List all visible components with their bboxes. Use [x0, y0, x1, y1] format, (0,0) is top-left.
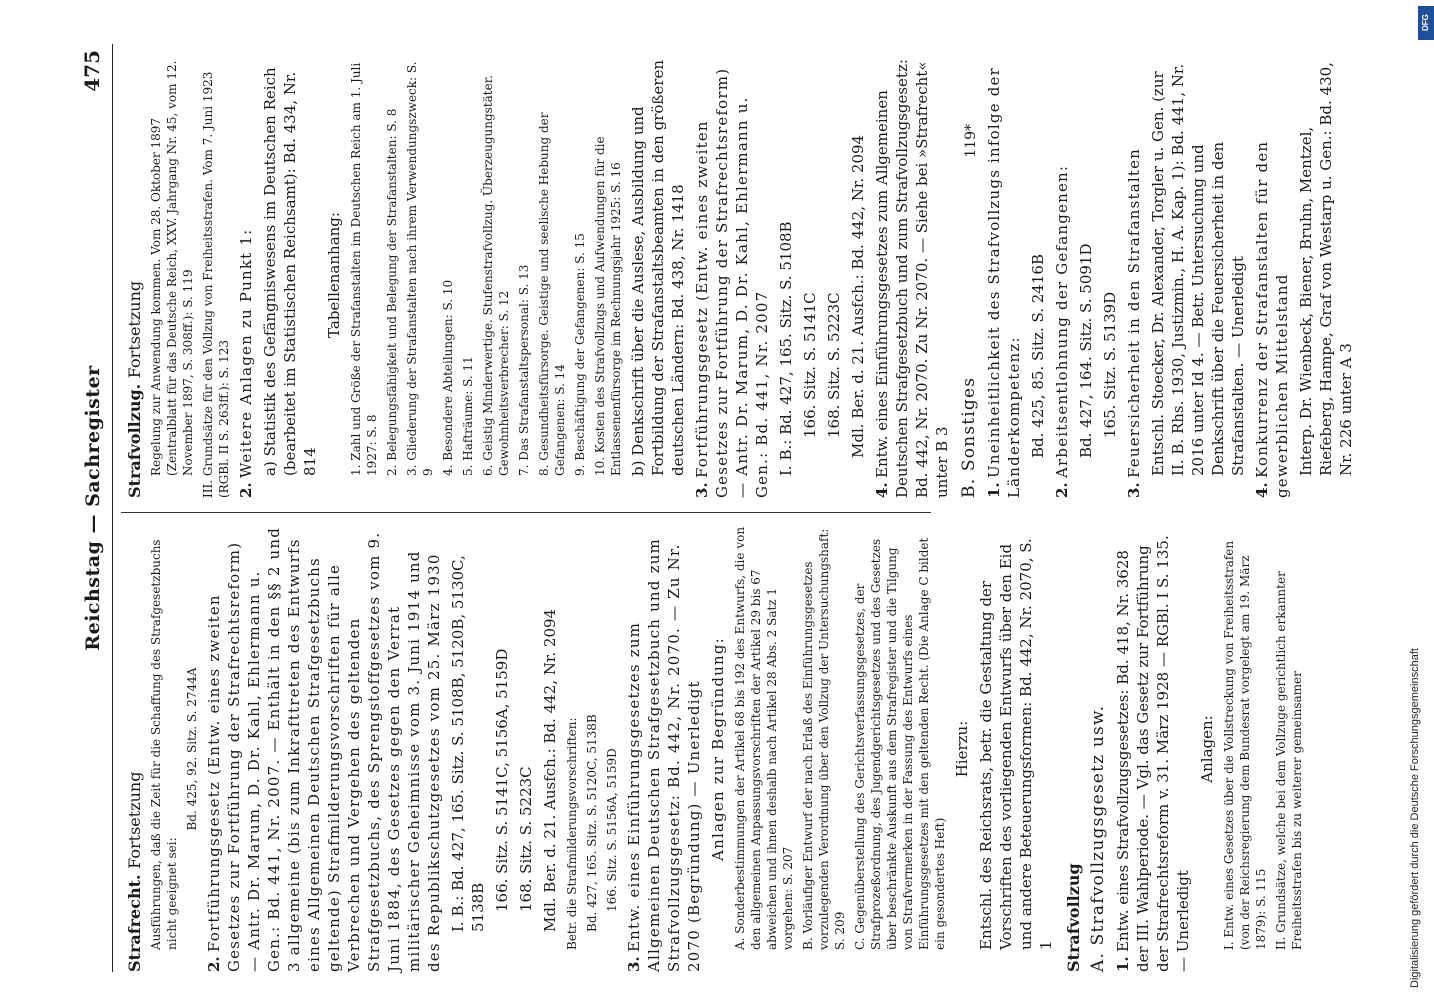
two-column-body — [113, 44, 1355, 972]
entry-3-fortfuehrung: 3.Fortführungsgesetz (Entw. eines zweiten Gesetzes zur Fortführung der Strafrechtsreform) — Antr. Dr. Marum, D. Dr. Kahl, Ehlermann u. Gen.: Bd. 441, Nr. 2007 — [693, 67, 771, 498]
continued-text: Regelung zur Anwendung kommen. Vom 28. Oktober 1897 (Zentralblatt für das Deutsche Reich, XXV. Jahrgang Nr. 45, vom 12. November 1897, S. 308ff.): S. 119 — [149, 60, 195, 476]
dfg-logo: DFG — [1418, 6, 1434, 40]
entry-b4-text-body: Interp. Dr. Wienbeck, Biener, Bruhn, Mentzel, Riefeberg, Hampe, Graf von Westarp u. Gen.: Bd. 430, Nr. 226 unter A 3 — [1297, 62, 1355, 476]
entry-3-ref-4: Mdl. Ber. d. 21. Ausfch.: Bd. 442, Nr. 2094 — [849, 134, 867, 458]
tab-item-6: 6. Geistig Minderwertige. Stufenstrafvollzug. Überzeugungstäter. Gewohnheitsverbrecher: S. 12 — [481, 75, 511, 476]
entry-2-ref-4: Mdl. Ber. d. 21. Ausfch.: Bd. 442, Nr. 2094 — [541, 608, 559, 932]
printer-signature: 119* — [963, 124, 979, 158]
anlage-b: B. Vorläufiger Entwurf der nach Erlaß des Einführungsgesetzes vorzulegenden Verordnung über den Vollzug der Untersuchungshaft: S. 209 — [801, 528, 847, 950]
entry-2-ref-2: 166. Sitz. S. 5141C, 5156A, 5159D — [493, 648, 511, 912]
entry-3: 3.Entw. eines Einführungsgesetzes zum Allgemeinen Deutschen Strafgesetzbuch und zum Strafvollzugsgesetz: Bd. 442, Nr. 2070. — Zu Nr. 2070 (Begründung) — Unerledigt — [625, 538, 703, 972]
tab-item-2: 2. Belegungsfähigkeit und Belegung der Strafanstalten: S. 8 — [385, 108, 399, 476]
anlagen-title: Anlagen zur Begründung: — [709, 637, 727, 861]
left-column — [125, 526, 1309, 972]
page-number: 475 — [80, 50, 104, 92]
entry-2-ref-3: 168. Sitz. S. 5223C — [517, 766, 535, 912]
hierzu-text: Entschl. des Reichsrats, betr. die Gestaltung der Vorschriften des vorliegenden Entwurfs über den Eid und andere Beteuerungsformen: Bd. 442, Nr. 2070, S. 1 — [977, 538, 1055, 950]
entry-2-weitere: 2.Weitere Anlagen zu Punkt 1: — [237, 228, 255, 498]
entry-3-text: Entw. eines Einführungsgesetzes zum Allgemeinen Deutschen Strafgesetzbuch und zum Strafvollzugsgesetz: Bd. 442, Nr. 2070. — Zu Nr. 2070 (Begründung) — Unerledigt — [625, 538, 703, 972]
entry-a1-text: Entw. eines Strafvollzugsgesetzes: Bd. 418, Nr. 3628 der III. Wahlperiode. — Vgl. das Gesetz zur Fortführung der Strafrechtsreform v. 31. März 1928 — RGBl. I S. 135. — Unerledigt — [1114, 535, 1192, 972]
subsection-b-heading: B. Sonstiges — [959, 376, 979, 498]
tab-item-1: 1. Zahl und Größe der Strafanstalten im Deutschen Reich am 1. Juli 1927: S. 8 — [349, 62, 379, 476]
entry-b2-text: Arbeitsentlohnung der Gefangenen: — [1053, 164, 1071, 478]
tab-item-5: 5. Hafträume: S. 11 — [461, 356, 475, 476]
entry-3-fortfuehrung-text: Fortführungsgesetz (Entw. eines zweiten Gesetzes zur Fortführung der Strafrechtsreform) — Antr. Dr. Marum, D. Dr. Kahl, Ehlermann u. Gen.: Bd. 441, Nr. 2007 — [693, 67, 771, 498]
entry-a1: 1.Entw. eines Strafvollzugsgesetzes: Bd. 418, Nr. 3628 der III. Wahlperiode. — Vgl. das Gesetz zur Fortführung der Strafrechtsreform v. 31. März 1928 — RGBl. I S. 135. — Unerledigt — [1114, 535, 1192, 972]
entry-b3-text-body: Entschl. Stoecker, Dr. Alexander, Torgler u. Gen. (zur II. B. Rhs. 1930, Justizmin., H. A. Kap. 1): Bd. 441, Nr. 2016 unter Id 4. — Betr. Untersuchung und Denkschrift über die Feuersicherheit in den Strafanstalten. — Unerledigt — [1149, 63, 1247, 476]
entry-2: 2.Fortführungsgesetz (Entw. eines zweiten Gesetzes zur Fortführung der Strafrechtsreform) — Antr. Dr. Marum, D. Dr. Kahl, Ehlermann u. Gen.: Bd. 441, Nr. 2007. — Enthält in den §§ 2 und 3 allgemeine (bis zum Inkrafttreten des Entwurfs eines Allgemeinen Deutschen Strafgesetzbuchs geltende) Strafmilderungsvorschriften für alle Verbrechen und Vergehen des geltenden Strafgesetzbuchs, des Sprengstoffgesetzes vom 9. Juni 1884, des Gesetzes gegen den Verrat militärischer Geheimnisse vom 3. Juni 1914 und des Republikschutzgesetzes vom 25. März 1930 — [205, 526, 443, 972]
entry-4-text: Entw. eines Einführungsgesetzes zum Allgemeinen Deutschen Strafgesetzbuch und zum Strafvollzugsgesetz: Bd. 442, Nr. 2070. Zu Nr. 2070. — Siehe bei »Strafrecht« unter B 3 — [873, 59, 951, 498]
entry-b1: 1.Uneinheitlichkeit des Strafvollzugs infolge der Länderkompetenz: — [985, 67, 1023, 498]
entry-2-betr-ref-2: 166. Sitz. S. 5156A, 5159D — [605, 748, 619, 912]
intro-ref: Bd. 425, 92. Sitz. S. 2744A — [185, 667, 199, 831]
heading-continuation: Fortsetzung — [125, 280, 144, 379]
entry-2b: b) Denkschrift über die Auslese, Ausbildung und Fortbildung der Strafanstaltsbeamten in den größeren deutschen Ländern: Bd. 438, Nr. 1418 — [629, 59, 687, 476]
heading-text: Strafvollzug. — [125, 383, 144, 498]
tab-item-10: 10. Kosten des Strafvollzugs und Aufwendungen für die Entlassenenfürsorge im Rechnungsjahr 1925: S. 16 — [593, 136, 623, 476]
entry-b2-ref-2: 165. Sitz. S. 5139D — [1101, 291, 1119, 438]
entry-4: 4.Entw. eines Einführungsgesetzes zum Allgemeinen Deutschen Strafgesetzbuch und zum Strafvollzugsgesetz: Bd. 442, Nr. 2070. Zu Nr. 2070. — Siehe bei »Strafrecht« unter B 3 — [873, 59, 951, 498]
hierzu-label: Hierzu: — [953, 720, 971, 778]
rotated-register-page — [70, 30, 1390, 990]
entry-b1-ref: Bd. 425, 85. Sitz. S. 2416B — [1029, 254, 1047, 458]
running-head — [70, 44, 113, 972]
heading-text: Strafrecht. — [125, 874, 144, 972]
tab-item-8: 8. Gesundheitsfürsorge. Geistige und seelische Hebung der Gefangenen: S. 14 — [537, 112, 567, 476]
a1-anlage-ii: II. Grundsätze, welche bei dem Vollzuge gerichtlich erkannter Freiheitsstrafen bis zu weiterer gemeinsamer — [1274, 571, 1304, 950]
column-divider — [121, 512, 931, 513]
entry-2-betr-ref-1: Bd. 427, 165. Sitz. S. 5120C, 5138B — [585, 714, 599, 932]
anlage-a: A. Sonderbestimmungen der Artikel 68 bis 192 des Entwurfs, die von den allgemeinen Anpassungsvorschriften der Artikel 29 bis 67 abweichen und ihnen deshalb nach Artikel 28 Abs. 2 Satz 1 vorgehen: S. 207 — [733, 526, 795, 950]
tabellenanhang-label: Tabellenanhang: — [325, 212, 343, 338]
tab-item-3: 3. Gliederung der Strafanstalten nach ihrem Verwendungszweck: S. 9 — [405, 61, 435, 476]
section-heading-strafvollzug-cont — [125, 52, 144, 498]
tab-item-9: 9. Beschäftigung der Gefangenen: S. 15 — [573, 233, 587, 476]
subsection-a-heading: A. Strafvollzugsgesetz usw. — [1088, 704, 1108, 972]
tab-item-7: 7. Das Strafanstaltspersonal: S. 13 — [517, 264, 531, 476]
tab-item-4: 4. Besondere Abteilungen: S. 10 — [441, 279, 455, 476]
digitization-credit — [1400, 8, 1430, 988]
entry-3-ref-2: 166. Sitz. S. 5141C — [801, 292, 819, 438]
a1-anlage-i: I. Entw. eines Gesetzes über die Vollstreckung von Freiheitsstrafen (von der Reichsregierung dem Bundesrat vorgelegt am 19. März 1879): S. 115 — [1222, 540, 1268, 950]
running-title: Reichstag — Sachregister — [82, 365, 104, 651]
anlage-c: C. Gegenüberstellung des Gerichtsverfassungsgesetzes, der Strafprozeßordnung, des Jugendgerichtsgesetzes und des Gesetzes über beschränkte Auskunft aus dem Strafregister und die Tilgung von Strafvermerken in der Fassung des Entwurfs eines Einführungsgesetzes mit den geltenden Recht. (Die Anlage C bildet ein gesondertes Heft) — [853, 537, 947, 950]
entry-b4: 4.Konkurrenz der Strafanstalten für den gewerblichen Mittelstand — [1253, 140, 1291, 498]
entry-b2-ref-1: Bd. 427, 164. Sitz. S. 5091D — [1077, 243, 1095, 458]
entry-b4-text: Konkurrenz der Strafanstalten für den gewerblichen Mittelstand — [1253, 140, 1291, 498]
entry-b3: 3.Feuersicherheit in den Strafanstalten — [1125, 147, 1143, 498]
intro-text: Ausführungen, daß die Zeit für die Schaffung des Strafgesetzbuchs nicht geeignet sei: — [149, 539, 179, 950]
entry-b1-text: Uneinheitlichkeit des Strafvollzugs infolge der Länderkompetenz: — [985, 67, 1023, 498]
entry-b2: 2.Arbeitsentlohnung der Gefangenen: — [1053, 164, 1071, 498]
entry-b3-text: Feuersicherheit in den Strafanstalten — [1125, 147, 1143, 478]
item-iii: III. Grundsätze für den Vollzug von Freiheitsstrafen. Vom 7. Juni 1923 (RGBl. II S. 263ff.): S. 123 — [201, 71, 231, 498]
section-heading-strafrecht — [125, 526, 144, 972]
entry-2-weitere-text: Weitere Anlagen zu Punkt 1: — [237, 228, 255, 478]
a1-anlagen-label: Anlagen: — [1198, 715, 1216, 783]
entry-2-betr: Betr. die Strafmilderungsvorschriften: — [565, 717, 579, 950]
heading-continuation: Fortsetzung — [125, 771, 144, 869]
entry-2a: a) Statistik des Gefängniswesens im Deutschen Reich (bearbeitet im Statistischen Reichsamt): Bd. 434, Nr. 814 — [261, 67, 319, 476]
entry-2-text: Fortführungsgesetz (Entw. eines zweiten Gesetzes zur Fortführung der Strafrechtsreform) — Antr. Dr. Marum, D. Dr. Kahl, Ehlermann u. Gen.: Bd. 441, Nr. 2007. — Enthält in den §§ 2 und 3 allgemeine (bis zum Inkrafttreten des Entwurfs eines Allgemeinen Deutschen Strafgesetzbuchs geltende) Strafmilderungsvorschriften für alle Verbrechen und Vergehen des geltenden Strafgesetzbuchs, des Sprengstoffgesetzes vom 9. Juni 1884, des Gesetzes gegen den Verrat militärischer Geheimnisse vom 3. Juni 1914 und des Republikschutzgesetzes vom 25. März 1930 — [205, 526, 443, 972]
right-column — [125, 52, 1360, 498]
entry-3-ref-3: 168. Sitz. S. 5223C — [825, 292, 843, 438]
digitization-credit-text: Digitalisierung gefördert durch die Deutsche Forschungsgemeinschaft — [1409, 648, 1421, 988]
section-heading-strafvollzug: Strafvollzug — [1064, 863, 1083, 972]
entry-2-ref-1: I. B.: Bd. 427, 165. Sitz. S. 5108B, 5120B, 5130C, 5138B — [449, 555, 487, 932]
entry-3-ref-1: I. B.: Bd. 427, 165. Sitz. S. 5108B — [777, 221, 795, 476]
